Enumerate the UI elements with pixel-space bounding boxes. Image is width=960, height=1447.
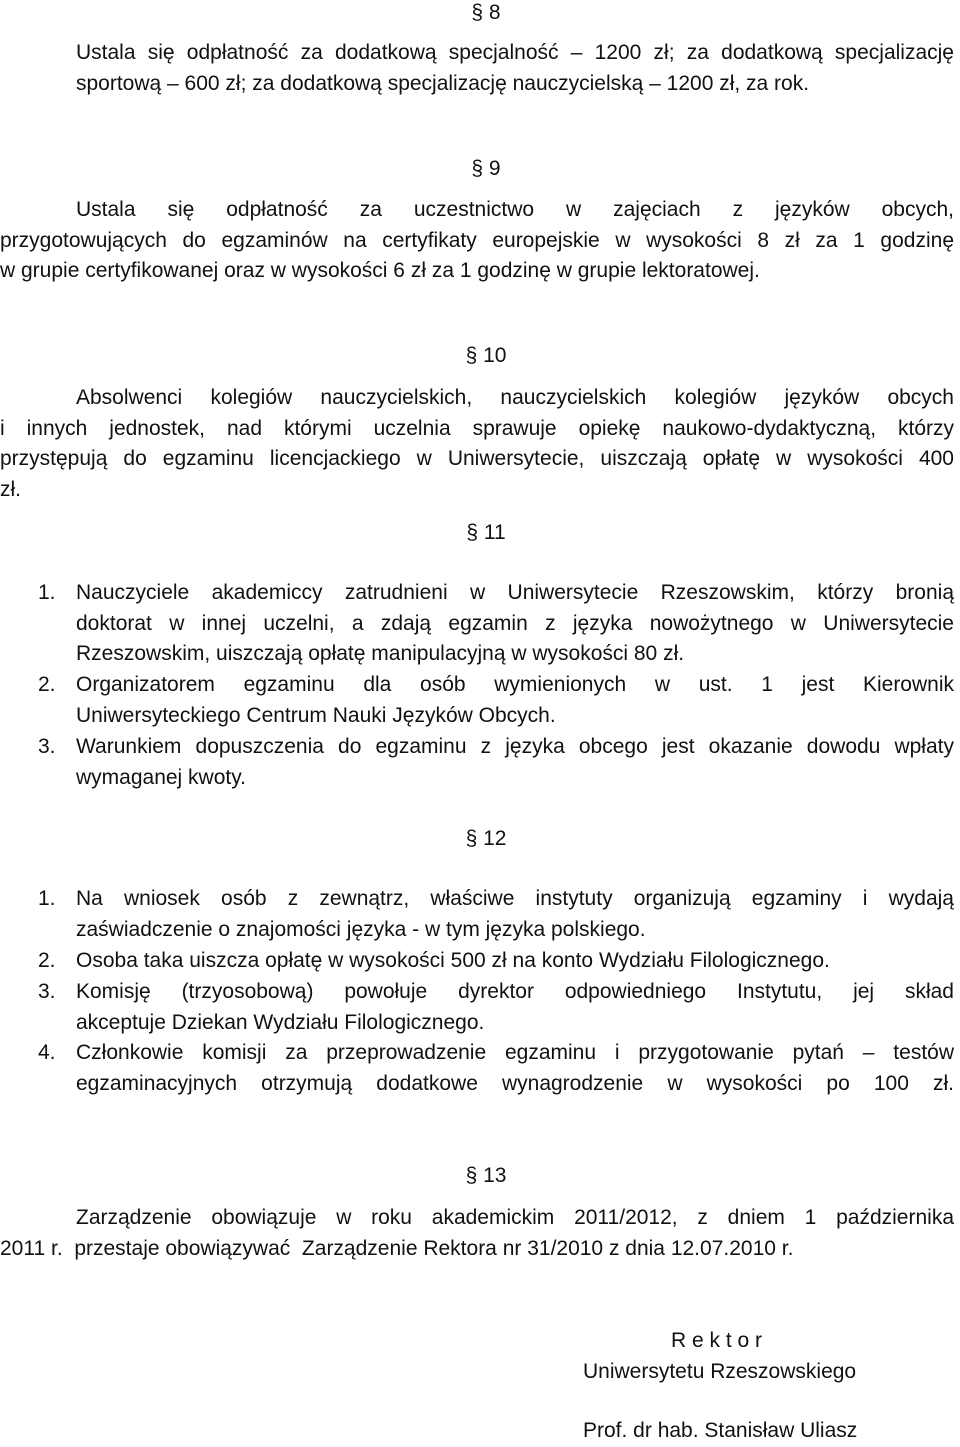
signature-block [583, 1326, 857, 1447]
text-line: Uniwersyteckiego Centrum Nauki Języków Obcych. [76, 703, 556, 727]
text-line: Zarządzenie obowiązuje w roku akademickim 2011/2012, z dniem 1 października [76, 1206, 954, 1229]
text-line: egzaminacyjnych otrzymują dodatkowe wynagrodzenie w wysokości po 100 zł. [76, 1071, 954, 1095]
list-item-number: 4. [38, 1041, 56, 1064]
text-line: doktorat w innej uczelni, a zdają egzamin z języka nowożytnego w Uniwersytecie [76, 611, 954, 635]
section-10-paragraph [0, 383, 960, 505]
list-item [0, 884, 960, 945]
list-item-number: 2. [38, 949, 56, 972]
list-item [0, 732, 960, 793]
text-line: Nauczyciele akademiccy zatrudnieni w Uniwersytecie Rzeszowskim, którzy bronią [76, 581, 954, 604]
text-line: Komisję (trzyosobową) powołuje dyrektor odpowiedniego Instytutu, jej skład [76, 980, 954, 1003]
section-9-heading: § 9 [471, 157, 501, 180]
text-line: akceptuje Dziekan Wydziału Filologicznego. [76, 1010, 485, 1034]
text-line: przystępują do egzaminu licencjackiego w Uniwersytecie, uiszczają opłatę w wysokości 400 [0, 447, 954, 471]
text-line: przygotowujących do egzaminów na certyfikaty europejskie w wysokości 8 zł za 1 godzinę [0, 228, 954, 252]
list-item-number: 1. [38, 887, 56, 910]
text-line: Rzeszowskim, uiszczają opłatę manipulacyjną w wysokości 80 zł. [76, 642, 685, 666]
section-10-heading: § 10 [465, 344, 507, 367]
list-item-number: 1. [38, 581, 56, 604]
section-13-heading: § 13 [465, 1164, 507, 1187]
list-item [0, 670, 960, 731]
signature-title: R e k t o r [671, 1329, 763, 1352]
list-item [0, 578, 960, 670]
text-line: i innych jednostek, nad którymi uczelnia sprawuje opiekę naukowo-dydaktyczną, którzy [0, 416, 954, 440]
text-line: Na wniosek osób z zewnątrz, właściwe instytuty organizują egzaminy i wydają [76, 887, 954, 910]
text-line: Ustala się odpłatność za dodatkową specjalność – 1200 zł; za dodatkową specjalizację [76, 41, 954, 64]
list-item-number: 2. [38, 673, 56, 696]
text-line: sportową – 600 zł; za dodatkową specjalizację nauczycielską – 1200 zł, za rok. [76, 71, 810, 95]
list-item-number: 3. [38, 980, 56, 1003]
text-line: Członkowie komisji za przeprowadzenie egzaminu i przygotowanie pytań – testów [76, 1041, 954, 1064]
list-item [0, 1038, 960, 1099]
text-line: wymaganej kwoty. [76, 765, 247, 789]
signature-name: Prof. dr hab. Stanisław Uliasz [583, 1419, 858, 1443]
text-line: 2011 r. przestaje obowiązywać Zarządzenie Rektora nr 31/2010 z dnia 12.07.2010 r. [0, 1236, 794, 1260]
list-item [0, 946, 960, 977]
text-line: Organizatorem egzaminu dla osób wymienionych w ust. 1 jest Kierownik [76, 673, 954, 696]
text-line: zaświadczenie o znajomości języka - w tym języka polskiego. [76, 917, 646, 941]
list-item-number: 3. [38, 735, 56, 758]
text-line: w grupie certyfikowanej oraz w wysokości 6 zł za 1 godzinę w grupie lektoratowej. [0, 259, 760, 283]
signature-institution: Uniwersytetu Rzeszowskiego [583, 1359, 857, 1383]
list-item [0, 977, 960, 1038]
section-9-paragraph [0, 195, 960, 287]
text-line: Ustala się odpłatność za uczestnictwo w zajęciach z języków obcych, [76, 198, 954, 221]
section-13-paragraph [0, 1203, 960, 1264]
section-8-paragraph [0, 38, 960, 99]
text-line: Absolwenci kolegiów nauczycielskich, nauczycielskich kolegiów języków obcych [76, 386, 954, 409]
section-11-heading: § 11 [466, 521, 506, 544]
section-8-heading: § 8 [471, 1, 501, 24]
section-12-heading: § 12 [465, 827, 507, 850]
text-line: zł. [0, 477, 21, 501]
text-line: Osoba taka uiszcza opłatę w wysokości 500 zł na konto Wydziału Filologicznego. [76, 949, 830, 972]
text-line: Warunkiem dopuszczenia do egzaminu z języka obcego jest okazanie dowodu wpłaty [76, 735, 954, 758]
